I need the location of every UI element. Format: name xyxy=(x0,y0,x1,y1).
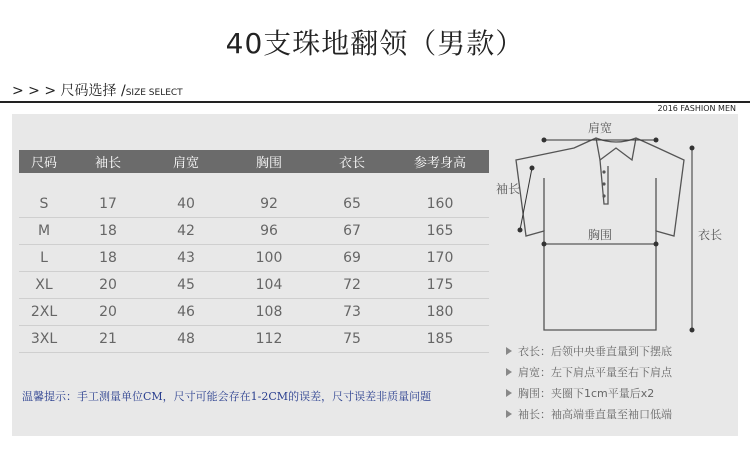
cell-length: 73 xyxy=(343,304,361,320)
triangle-icon xyxy=(506,368,512,376)
table-row xyxy=(19,218,489,245)
cell-sleeve: 18 xyxy=(99,223,117,239)
cell-height: 175 xyxy=(426,277,454,293)
table-row xyxy=(19,245,489,272)
divider xyxy=(0,101,750,103)
cell-chest: 104 xyxy=(255,277,283,293)
cell-shoulder: 45 xyxy=(177,277,195,293)
cell-shoulder: 46 xyxy=(177,304,195,320)
cell-size: S xyxy=(39,196,49,212)
shirt-diagram xyxy=(496,118,736,348)
section-label: 尺码选择 xyxy=(60,83,117,99)
page-title: 40支珠地翻领（男款） xyxy=(225,27,525,60)
header-length: 衣长 xyxy=(338,156,365,171)
cell-chest: 100 xyxy=(255,250,283,266)
cell-sleeve: 18 xyxy=(99,250,117,266)
cell-height: 165 xyxy=(426,223,454,239)
label-sleeve: 袖长 xyxy=(496,182,521,196)
cell-chest: 92 xyxy=(260,196,278,212)
table-row xyxy=(19,326,489,353)
cell-length: 65 xyxy=(343,196,361,212)
cell-size: 2XL xyxy=(30,304,58,320)
cell-chest: 96 xyxy=(260,223,278,239)
table-header xyxy=(19,150,489,173)
table-row xyxy=(19,191,489,218)
cell-height: 180 xyxy=(426,304,454,320)
cell-height: 160 xyxy=(426,196,454,212)
section-slash: / xyxy=(116,83,126,99)
cell-shoulder: 43 xyxy=(177,250,195,266)
header-height: 参考身高 xyxy=(413,156,466,171)
triangle-icon xyxy=(506,347,512,355)
cell-height: 170 xyxy=(426,250,454,266)
cell-sleeve: 20 xyxy=(99,304,117,320)
header-chest: 胸围 xyxy=(255,156,282,171)
section-sublabel: SIZE SELECT xyxy=(125,88,183,98)
header-sleeve: 袖长 xyxy=(94,156,121,171)
legend-item: 胸围：夹圈下1cm平量后x2 xyxy=(506,382,672,403)
cell-height: 185 xyxy=(426,331,454,347)
cell-shoulder: 42 xyxy=(177,223,195,239)
table-body xyxy=(19,191,489,353)
legend-item: 肩宽：左下肩点平量至右下肩点 xyxy=(506,361,672,382)
cell-chest: 108 xyxy=(255,304,283,320)
brand-text: 2016 FASHION MEN xyxy=(657,104,736,113)
measure-legend xyxy=(506,340,672,424)
cell-sleeve: 17 xyxy=(99,196,117,212)
label-length: 衣长 xyxy=(698,228,723,242)
header-shoulder: 肩宽 xyxy=(172,156,199,171)
cell-size: XL xyxy=(35,277,53,293)
cell-length: 72 xyxy=(343,277,361,293)
header-size: 尺码 xyxy=(30,156,57,171)
tip-note: 温馨提示：手工测量单位CM，尺寸可能会存在1-2CM的误差，尺寸误差非质量问题 xyxy=(22,390,432,403)
cell-size: 3XL xyxy=(30,331,58,347)
section-header xyxy=(12,80,183,100)
cell-chest: 112 xyxy=(255,331,283,347)
triangle-icon xyxy=(506,389,512,397)
cell-shoulder: 48 xyxy=(177,331,195,347)
cell-length: 69 xyxy=(343,250,361,266)
cell-size: L xyxy=(40,250,48,266)
cell-sleeve: 20 xyxy=(99,277,117,293)
size-table xyxy=(19,150,489,353)
legend-item: 袖长：袖高端垂直量至袖口低端 xyxy=(506,403,672,424)
cell-size: M xyxy=(37,223,51,239)
legend-item: 衣长：后领中央垂直量到下摆底 xyxy=(506,340,672,361)
triangle-icon xyxy=(506,410,512,418)
cell-sleeve: 21 xyxy=(99,331,117,347)
table-row xyxy=(19,272,489,299)
arrows: > > > xyxy=(12,83,61,99)
cell-length: 75 xyxy=(343,331,361,347)
cell-shoulder: 40 xyxy=(177,196,195,212)
cell-length: 67 xyxy=(343,223,361,239)
label-chest: 胸围 xyxy=(587,228,613,242)
label-shoulder: 肩宽 xyxy=(587,121,613,135)
table-row xyxy=(19,299,489,326)
